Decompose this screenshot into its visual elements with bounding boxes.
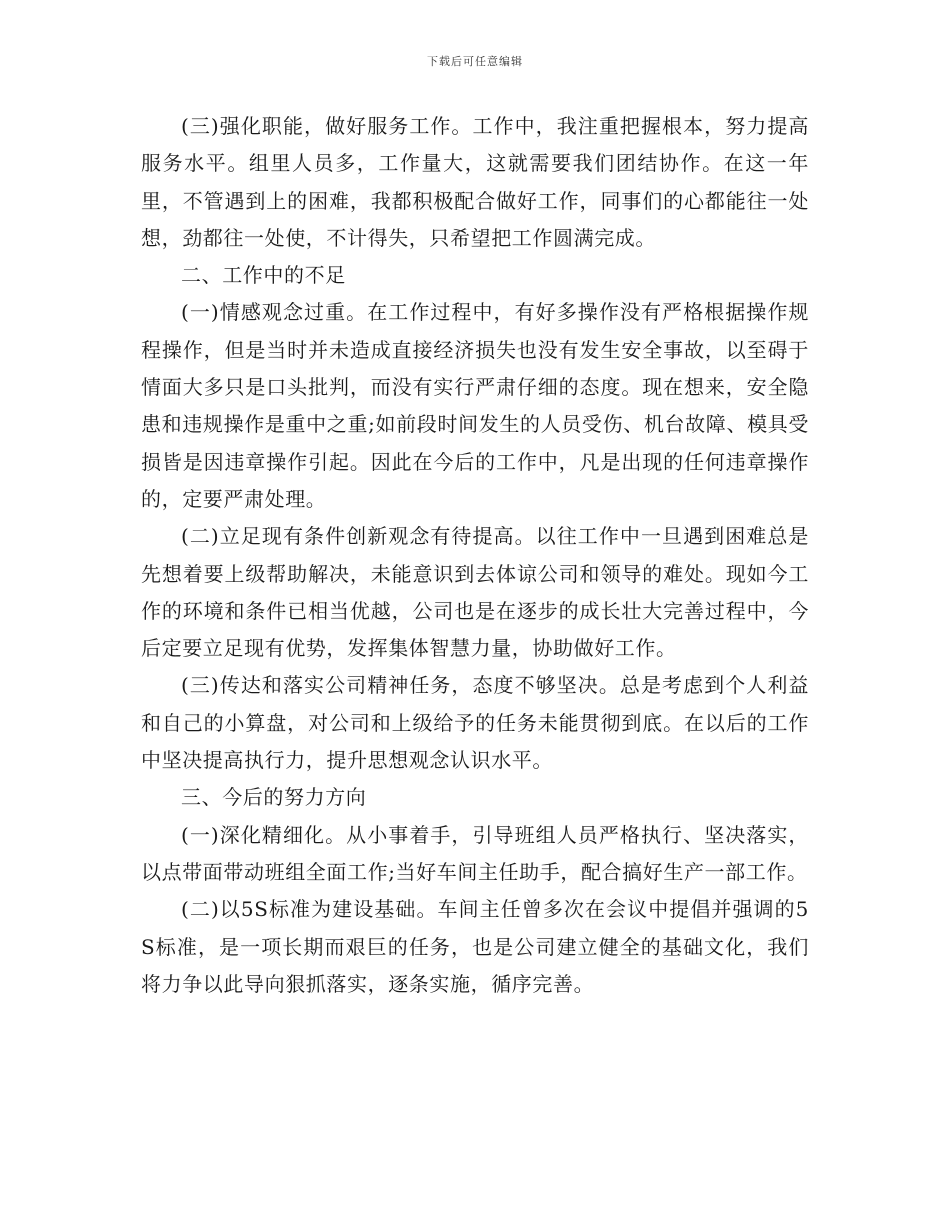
paragraph-task-implementation: (三)传达和落实公司精神任务，态度不够坚决。总是考虑到个人利益和自己的小算盘，对公司和上级给予的任务未能贯彻到底。在以后的工作中坚决提高执行力，提升思想观念认识水平。 bbox=[141, 673, 809, 773]
paragraph-emotion-concept: (一)情感观念过重。在工作过程中，有好多操作没有严格根据操作规程操作，但是当时并未造成直接经济损失也没有发生安全事故，以至碍于情面大多只是口头批判，而没有实行严肃仔细的态度。现在想来，安全隐患和违规操作是重中之重;如前段时间发生的人员受伤、机台故障、模具受损皆是因违章操作引起。因此在今后的工作中，凡是出现的任何违章操作的，定要严肃处理。 bbox=[141, 300, 809, 511]
section-heading-shortcomings: 二、工作中的不足 bbox=[181, 263, 346, 288]
paragraph-service-work: (三)强化职能，做好服务工作。工作中，我注重把握根本，努力提高服务水平。组里人员多，工作量大，这就需要我们团结协作。在这一年里，不管遇到上的困难，我都积极配合做好工作，同事们的心都能往一处想，劲都往一处使，不计得失，只希望把工作圆满完成。 bbox=[141, 114, 809, 250]
document-body bbox=[141, 108, 809, 1003]
header-note: 下载后可任意编辑 bbox=[427, 55, 523, 68]
paragraph-innovation-concept: (二)立足现有条件创新观念有待提高。以往工作中一旦遇到困难总是先想着要上级帮助解决，未能意识到去体谅公司和领导的难处。现如今工作的环境和条件已相当优越，公司也是在逐步的成长壮大完善过程中，今后定要立足现有优势，发挥集体智慧力量，协助做好工作。 bbox=[141, 524, 809, 661]
paragraph-refinement: (一)深化精细化。从小事着手，引导班组人员严格执行、坚决落实，以点带面带动班组全面工作;当好车间主任助手，配合搞好生产一部工作。 bbox=[141, 822, 809, 884]
paragraph-5s-standard: (二)以5S标准为建设基础。车间主任曾多次在会议中提倡并强调的5S标准，是一项长期而艰巨的任务，也是公司建立健全的基础文化，我们将力争以此导向狠抓落实，逐条实施，循序完善。 bbox=[141, 897, 809, 996]
section-heading-future-direction: 三、今后的努力方向 bbox=[181, 785, 367, 810]
